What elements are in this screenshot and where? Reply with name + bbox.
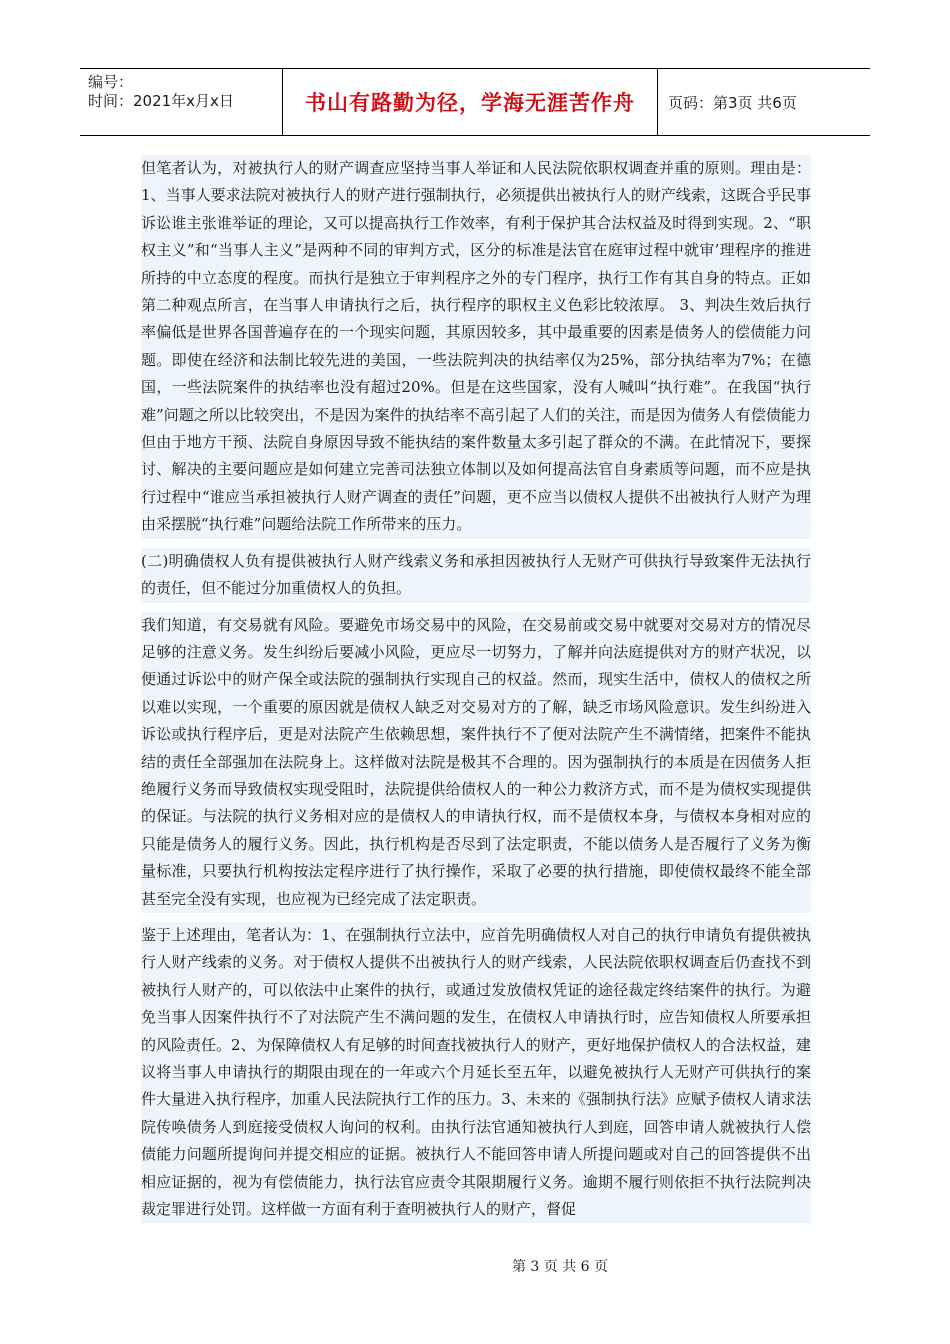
- document-date-label: 时间：2021年x月x日: [88, 92, 234, 110]
- page-footer: [0, 1256, 950, 1276]
- footer-page-number: 第 3 页 共 6 页: [511, 1259, 609, 1275]
- document-number-label: 编号：: [88, 73, 134, 91]
- header-motto: 书山有路勤为径，学海无涯苦作舟: [282, 69, 658, 135]
- header-page-info: 页码：第3页 共6页: [668, 93, 797, 112]
- header-meta: [80, 69, 282, 135]
- paragraph: 我们知道，有交易就有风险。要避免市场交易中的风险，在交易前或交易中就要对交易对方的情况尽足够的注意义务。发生纠纷后要减小风险，更应尽一切努力，了解并向法庭提供对方的财产状况，以便通过诉讼中的财产保全或法院的强制执行实现自己的权益。然而，现实生活中，债权人的债权之所以难以实现，一个重要的原因就是债权人缺乏对交易对方的了解，缺乏市场风险意识。发生纠纷进入诉讼或执行程序后，更是对法院产生依赖思想，案件执行不了便对法院产生不满情绪，把案件不能执结的责任全部强加在法院身上。这样做对法院是极其不合理的。因为强制执行的本质是在因债务人拒绝履行义务而导致债权实现受阻时，法院提供给债权人的一种公力救济方式，而不是为债权实现提供的保证。与法院的执行义务相对应的是债权人的申请执行权，而不是债权本身，与债权本身相对应的只能是债务人的履行义务。因此，执行机构是否尽到了法定职责，不能以债务人是否履行了义务为衡量标准，只要执行机构按法定程序进行了执行操作，采取了必要的执行措施，即使债权最终不能全部甚至完全没有实现，也应视为已经完成了法定职责。: [141, 612, 811, 913]
- paragraph: 但笔者认为，对被执行人的财产调查应坚持当事人举证和人民法院依职权调查并重的原则。理由是：1、当事人要求法院对被执行人的财产进行强制执行，必须提供出被执行人的财产线索，这既合乎民事诉讼谁主张谁举证的理论，又可以提高执行工作效率，有利于保护其合法权益及时得到实现。2、“职权主义”和“当事人主义”是两种不同的审判方式，区分的标准是法官在庭审过程中就审’理程序的推进所持的中立态度的程度。而执行是独立于审判程序之外的专门程序，执行工作有其自身的特点。正如第二种观点所言，在当事人申请执行之后，执行程序的职权主义色彩比较浓厚。 3、判决生效后执行率偏低是世界各国普遍存在的一个现实问题，其原因较多，其中最重要的因素是债务人的偿债能力问题。即使在经济和法制比较先进的美国，一些法院判决的执结率仅为25%，部分执结率为7%；在德国，一些法院案件的执结率也没有超过20%。但是在这些国家，没有人喊叫“执行难”。在我国“执行难”问题之所以比较突出，不是因为案件的执结率不高引起了人们的关注，而是因为债务人有偿债能力但由于地方干预、法院自身原因导致不能执结的案件数量太多引起了群众的不满。在此情况下，要探讨、解决的主要问题应是如何建立完善司法独立体制以及如何提高法官自身素质等问题，而不应是执行过程中“谁应当承担被执行人财产调查的责任”问题，更不应当以债权人提供不出被执行人财产为理由采摆脱“执行难”问题给法院工作所带来的压力。: [141, 155, 811, 539]
- section-heading-paragraph: (二)明确债权人负有提供被执行人财产线索义务和承担因被执行人无财产可供执行导致案件无法执行的责任，但不能过分加重债权人的负担。: [141, 548, 811, 603]
- document-body: [141, 155, 811, 1232]
- page-header: [80, 68, 870, 136]
- paragraph: 鉴于上述理由，笔者认为：1、在强制执行立法中，应首先明确债权人对自己的执行申请负有提供被执行人财产线索的义务。对于债权人提供不出被执行人的财产线索，人民法院依职权调查后仍查找不到被执行人财产的，可以依法中止案件的执行，或通过发放债权凭证的途径裁定终结案件的执行。为避免当事人因案件执行不了对法院产生不满问题的发生，在债权人申请执行时，应告知债权人所要承担的风险责任。2、为保障债权人有足够的时间查找被执行人的财产，更好地保护债权人的合法权益，建议将当事人申请执行的期限由现在的一年或六个月延长至五年，以避免被执行人无财产可供执行的案件大量进入执行程序，加重人民法院执行工作的压力。3、未来的《强制执行法》应赋予债权人请求法院传唤债务人到庭接受债权人询问的权利。由执行法官通知被执行人到庭，回答申请人就被执行人偿债能力问题所提询问并提交相应的证据。被执行人不能回答申请人所提问题或对自己的回答提供不出相应证据的，视为有偿债能力，执行法官应责令其限期履行义务。逾期不履行则依拒不执行法院判决裁定罪进行处罚。这样做一方面有利于查明被执行人的财产，督促: [141, 922, 811, 1223]
